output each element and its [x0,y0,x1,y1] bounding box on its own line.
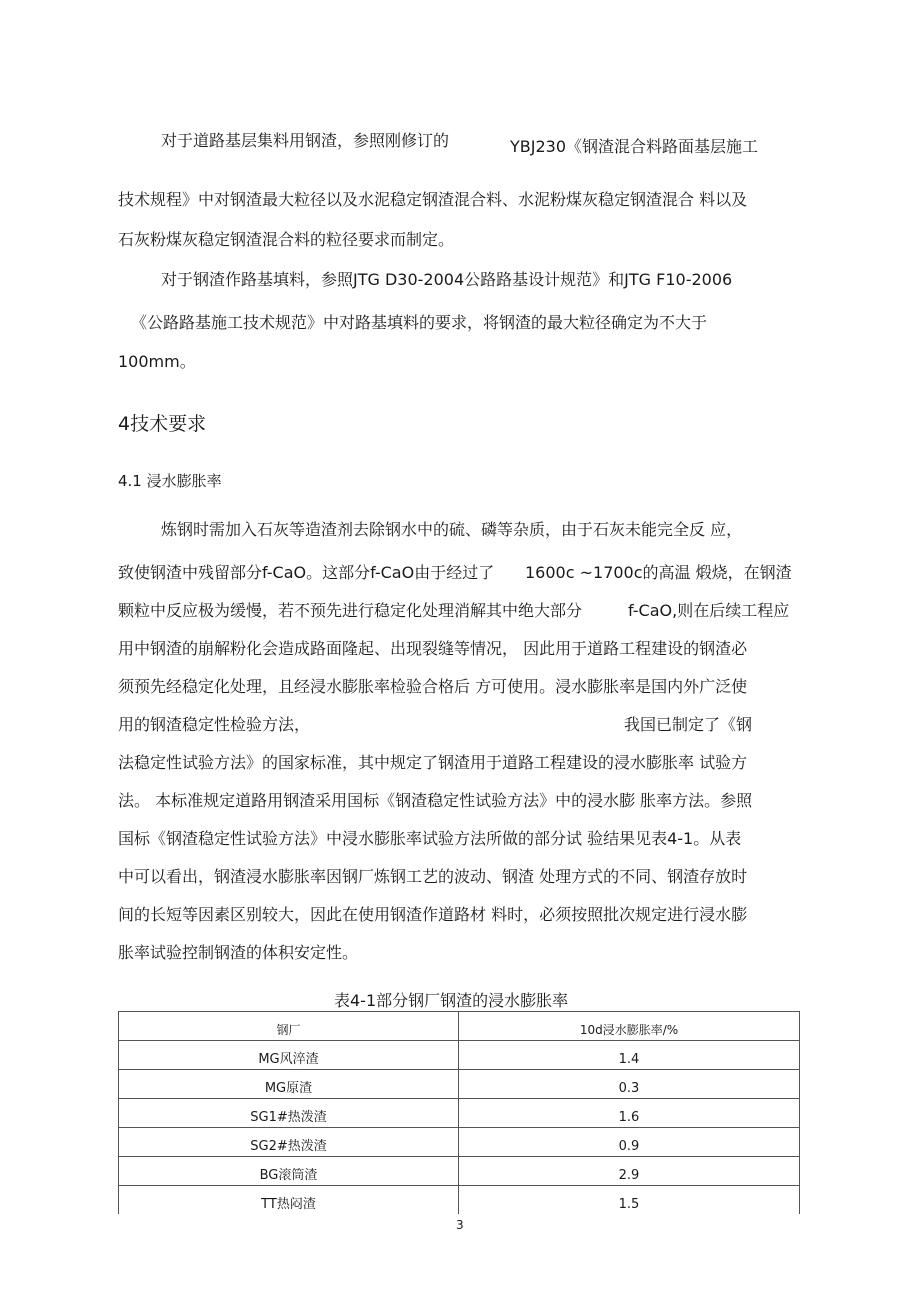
body-line-2b: 1600c ~1700c的高温 煅烧，在钢渣 [525,563,792,582]
cell-plant: SG2#热泼渣 [119,1128,459,1157]
body-line-1: 炼钢时需加入石灰等造渣剂去除钢水中的硫、磷等杂质，由于石灰未能完全反 应， [161,520,743,539]
header-plant: 钢厂 [119,1012,459,1041]
table-row [119,1070,800,1099]
body-line-3b: f-CaO,则在后续工程应 [628,601,790,620]
paragraph-2-line-2: 《公路路基施工技术规范》中对路基填料的要求，将钢渣的最大粒径确定为不大于 [131,313,708,332]
table-row [119,1041,800,1070]
table-row [119,1186,800,1215]
cell-plant: SG1#热泼渣 [119,1099,459,1128]
table-row [119,1128,800,1157]
cell-rate: 1.6 [459,1099,800,1128]
section-heading: 4技术要求 [118,413,207,435]
table-header-row [119,1012,800,1041]
body-line-10: 中可以看出，钢渣浸水膨胀率因钢厂炼钢工艺的波动、钢渣 处理方式的不同、钢渣存放时 [118,867,748,886]
body-line-2a: 致使钢渣中残留部分f-CaO。这部分f-CaO由于经过了 [118,563,495,582]
cell-plant: BG滚筒渣 [119,1157,459,1186]
paragraph-1-line-3: 石灰粉煤灰稳定钢渣混合料的粒径要求而制定。 [118,230,455,249]
body-line-5: 须预先经稳定化处理，且经浸水膨胀率检验合格后 方可使用。浸水膨胀率是国内外广泛使 [118,677,748,696]
cell-rate: 2.9 [459,1157,800,1186]
paragraph-1-line-1b: YBJ230《钢渣混合料路面基层施工 [510,137,759,156]
body-line-11: 间的长短等因素区别较大，因此在使用钢渣作道路材 料时，必须按照批次规定进行浸水膨 [118,905,748,924]
table-row [119,1157,800,1186]
table-caption: 表4-1部分钢厂钢渣的浸水膨胀率 [334,991,569,1010]
page-number: 3 [456,1218,464,1232]
paragraph-2-line-1: 对于钢渣作路基填料，参照JTG D30-2004公路路基设计规范》和JTG F10-2006 [161,270,733,289]
body-line-3a: 颗粒中反应极为缓慢，若不预先进行稳定化处理消解其中绝大部分 [118,601,583,620]
table-row [119,1099,800,1128]
cell-plant: MG原渣 [119,1070,459,1099]
cell-rate: 1.4 [459,1041,800,1070]
cell-rate: 0.9 [459,1128,800,1157]
body-line-8: 法。 本标准规定道路用钢渣采用国标《钢渣稳定性试验方法》中的浸水膨 胀率方法。参照 [118,791,753,810]
expansion-rate-table [118,1011,800,1214]
body-line-6b: 我国已制定了《钢 [624,715,753,734]
body-line-9: 国标《钢渣稳定性试验方法》中浸水膨胀率试验方法所做的部分试 验结果见表4-1。从表 [118,829,742,848]
subsection-heading: 4.1 浸水膨胀率 [118,472,222,490]
paragraph-1-line-1a: 对于道路基层集料用钢渣，参照刚修订的 [161,131,450,150]
paragraph-2-line-3: 100mm。 [118,352,196,371]
cell-plant: MG风淬渣 [119,1041,459,1070]
body-line-7: 法稳定性试验方法》的国家标准，其中规定了钢渣用于道路工程建设的浸水膨胀率 试验方 [118,753,748,772]
cell-plant: TT热闷渣 [119,1186,459,1215]
paragraph-1-line-2: 技术规程》中对钢渣最大粒径以及水泥稳定钢渣混合料、水泥粉煤灰稳定钢渣混合 料以及 [118,190,748,209]
header-rate: 10d浸水膨胀率/% [459,1012,800,1041]
body-line-6a: 用的钢渣稳定性检验方法， [118,715,311,734]
body-line-4: 用中钢渣的崩解粉化会造成路面隆起、出现裂缝等情况， 因此用于道路工程建设的钢渣必 [118,639,748,658]
body-line-12: 胀率试验控制钢渣的体积安定性。 [118,943,359,962]
cell-rate: 0.3 [459,1070,800,1099]
cell-rate: 1.5 [459,1186,800,1215]
